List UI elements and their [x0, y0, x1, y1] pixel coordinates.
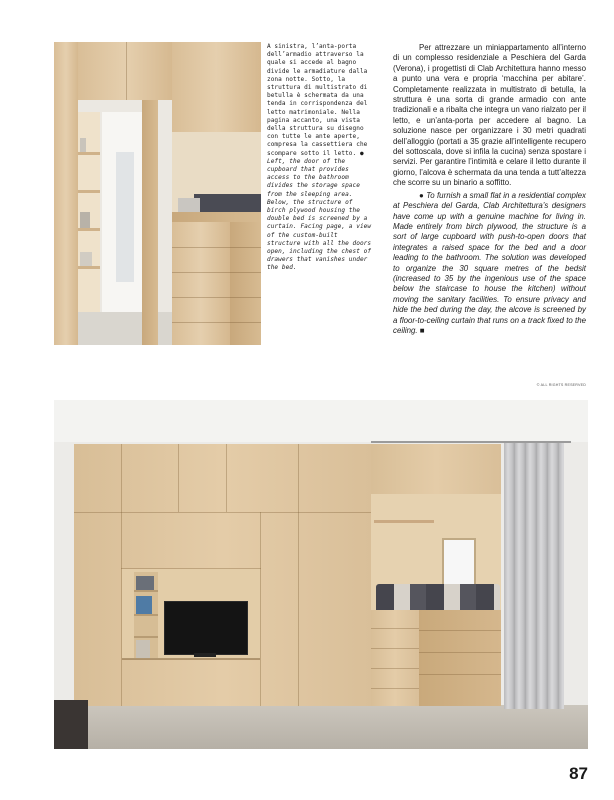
article-italian: Per attrezzare un miniappartamento all’interno di un complesso residenziale a Peschiera del Garda (Verona), i progettisti di Clab Architettura hanno messo a punto una vera e propria ‘macchina per abitare’. Completamente realizzata in multistrato di betulla, la struttura è una sorta di grande armadio con ante tradizionali e a ribalta che integra un vano rialzato per il letto, e un’anta-porta per accedere al bagno. La soluzione nasce per organizzare i 30 metri quadrati dell’alloggio (portati a 35 grazie all’intelligente recupero del sottoscala, dove si infila la cucina) senza spostare i servizi. Per garantire l’intimità e celare il letto durante il giorno, l’alcova è schermata da una tenda a tutt’altezza che scorre su un binario a soffitto. — [393, 43, 587, 188]
caption-english: Left, the door of the cupboard that provides access to the bathroom divides the storage space from the sleeping area. Below, the structure of birch plywood housing the double bed is screened by a curtain. Facing page, a view of the custom-built structure with all the doors open, including the chest of drawers that vanishes under the bed. — [267, 157, 372, 272]
article-english-paragraph — [393, 191, 586, 337]
photo-cupboard-bathroom-door — [54, 42, 261, 345]
article-body — [393, 43, 586, 336]
caption-italian: A sinistra, l’anta-porta dell’armadio attraverso la quale si accede al bagno divide le armadiature dalla zona notte. Sotto, la struttura di multistrato di betulla è schermata da una tenda in corrispondenza del letto matrimoniale. Nella pagina accanto, una vista della struttura su disegno con tutte le ante aperte, compresa la cassettiera che scompare sotto il letto. — [267, 43, 368, 157]
page-number: 87 — [569, 764, 588, 783]
photo-plywood-wall-unit — [54, 400, 588, 749]
article-bullet: ● — [419, 190, 424, 200]
article-end-mark: ■ — [419, 325, 425, 335]
article-english: To furnish a small flat in a residential complex at Peschiera del Garda, Clab Architettura’s designers have come up with a genuine machine for living in. Made entirely from birch plywood, the structure is a sort of large cupboard with push-to-open doors that integrates a raised space for the bed and a door leading to the bathroom. The solution was developed to organize the 30 square metres of the bedsit (increased to 35 by the ingenious use of the space below the staircase to house the kitchen) without moving the sanitary facilities. To ensure privacy and hide the bed during the day, the alcove is screened by a floor-to-ceiling curtain that runs on a track fixed to the ceiling. — [393, 190, 586, 335]
photo-caption — [267, 43, 373, 273]
photo-credit: © ALL RIGHTS RESERVED — [536, 383, 586, 387]
caption-bullet: ● — [359, 149, 364, 157]
